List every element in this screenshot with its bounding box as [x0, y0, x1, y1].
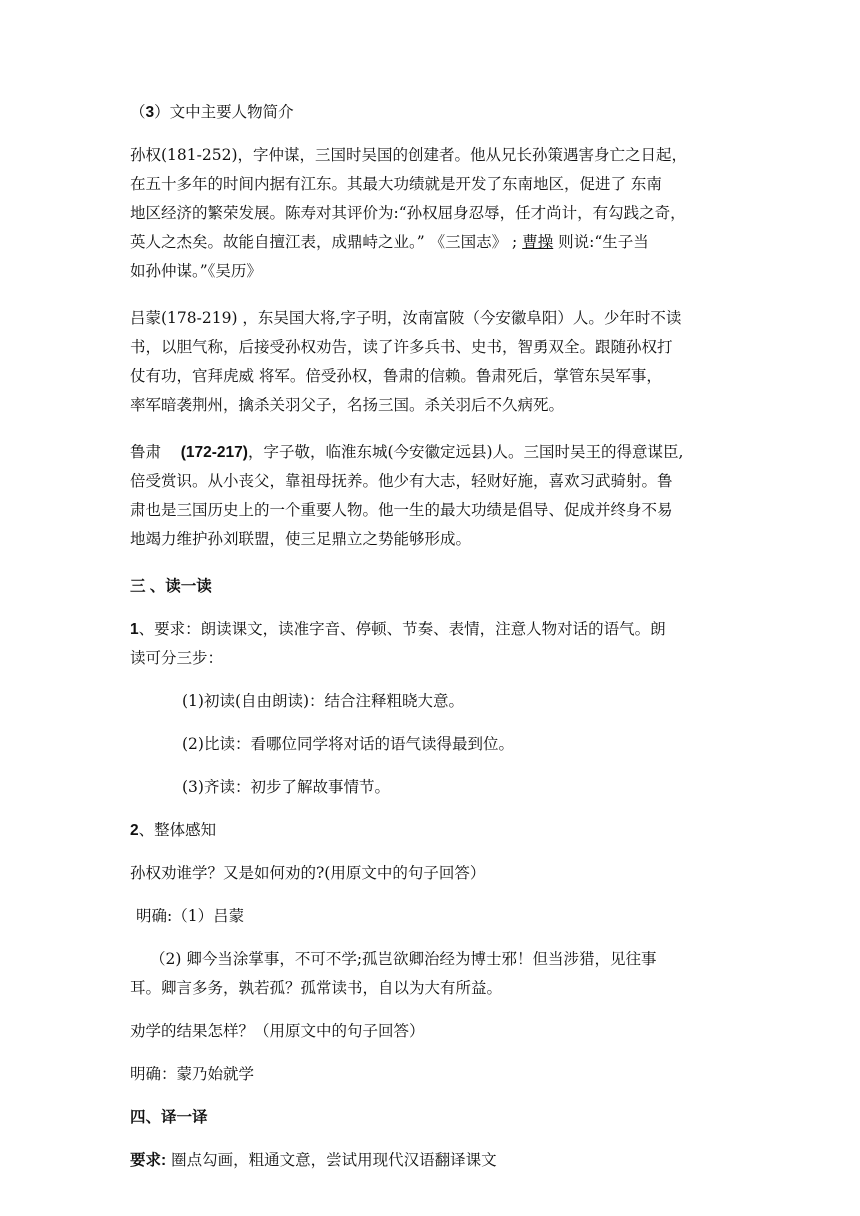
- caocao-underlined: 曹操: [522, 233, 554, 251]
- text-line: 在五十多年的时间内据有江东。其最大功绩就是开发了东南地区，促进了 东南: [130, 175, 662, 193]
- paragraph-lusu: [130, 438, 730, 554]
- answer-2: 明确：蒙乃始就学: [130, 1065, 255, 1083]
- text-line: [130, 615, 730, 644]
- step-1: (1)初读(自由朗读)：结合注释粗晓大意。: [182, 692, 465, 710]
- text-line: 孙权(181-252)，字仲谋，三国时吴国的创建者。他从兄长孙策遇害身亡之日起，: [130, 146, 688, 164]
- item-number: 1: [130, 621, 139, 638]
- section-3-number: 3: [145, 104, 155, 121]
- text-line: 地区经济的繁荣发展。陈寿对其评价为:“孙权屈身忍辱，任才尚计，有勾践之奇，: [130, 204, 686, 222]
- text-segment: ，字子敬，临淮东城(今安徽定远县)人。三国时吴王的得意谋臣,: [247, 443, 684, 461]
- text-line: 读可分三步：: [130, 649, 224, 667]
- text-line: [130, 438, 730, 467]
- text-segment: 、整体感知: [138, 821, 217, 839]
- step-3: (3)齐读：初步了解故事情节。: [182, 778, 390, 796]
- requirement-2: [130, 816, 730, 845]
- section-translate-heading: 四、译一译: [130, 1109, 208, 1126]
- document-page: [130, 98, 730, 1175]
- section-3-title-text: 文中主要人物简介: [169, 103, 294, 121]
- text-line: 地竭力维护孙刘联盟，使三足鼎立之势能够形成。: [130, 530, 472, 548]
- answer-1-part-2: [130, 945, 730, 1003]
- lusu-name: 鲁肃: [130, 443, 162, 461]
- item-number: 2: [130, 822, 139, 839]
- lusu-years: (172-217): [180, 444, 248, 461]
- answer-1-part-1: 明确:（1）吕蒙: [136, 907, 245, 925]
- question-1: 孙权劝谁学？又是如何劝的?(用原文中的句子回答）: [130, 864, 486, 882]
- section-read-heading: 三 、读一读: [130, 578, 212, 595]
- requirement-1: [130, 615, 730, 673]
- text-line: 耳。卿言多务，孰若孤？孤常读书，自以为大有所益。: [130, 979, 503, 997]
- text-line: 吕蒙(178-219) ，东吴国大将,字子明，汝南富陂（今安徽阜阳）人。少年时不读: [130, 309, 682, 327]
- translate-requirement: [130, 1146, 730, 1175]
- text-line: 书，以胆气称，后接受孙权劝告，读了许多兵书、史书，智勇双全。跟随孙权打: [130, 338, 673, 356]
- text-line: 肃也是三国历史上的一个重要人物。他一生的最大功绩是倡导、促成并终身不易: [130, 501, 673, 519]
- requirement-label: 要求:: [130, 1152, 167, 1169]
- text-segment: 圈点勾画，粗通文意，尝试用现代汉语翻译课文: [166, 1151, 497, 1169]
- text-line: [130, 228, 730, 257]
- section-3-title: （3）文中主要人物简介: [130, 103, 294, 121]
- text-segment: 、要求：朗读课文，读准字音、停顿、节奏、表情，注意人物对话的语气。朗: [138, 620, 666, 638]
- text-segment: 英人之杰矣。故能自擅江表，成鼎峙之业。” 《三国志》 ;: [130, 233, 523, 251]
- text-line: 率军暗袭荆州，擒杀关羽父子，名扬三国。杀关羽后不久病死。: [130, 396, 565, 414]
- paragraph-sunquan: [130, 141, 730, 286]
- step-2: (2)比读：看哪位同学将对话的语气读得最到位。: [182, 735, 514, 753]
- text-line: 如孙仲谋。”《吴历》: [130, 262, 262, 280]
- question-2: 劝学的结果怎样？（用原文中的句子回答）: [130, 1022, 425, 1040]
- text-line: 仗有功，官拜虎威 将军。倍受孙权，鲁肃的信赖。鲁肃死后，掌管东吴军事，: [130, 367, 662, 385]
- text-line: 倍受赏识。从小丧父，靠祖母抚养。他少有大志，轻财好施，喜欢习武骑射。鲁: [130, 472, 673, 490]
- text-segment: 则说:“生子当: [553, 233, 649, 251]
- text-line: （2) 卿今当涂掌事，不可不学;孤岂欲卿治经为博士邪！但当涉猎，见往事: [150, 950, 657, 968]
- paragraph-lvmeng: [130, 304, 730, 420]
